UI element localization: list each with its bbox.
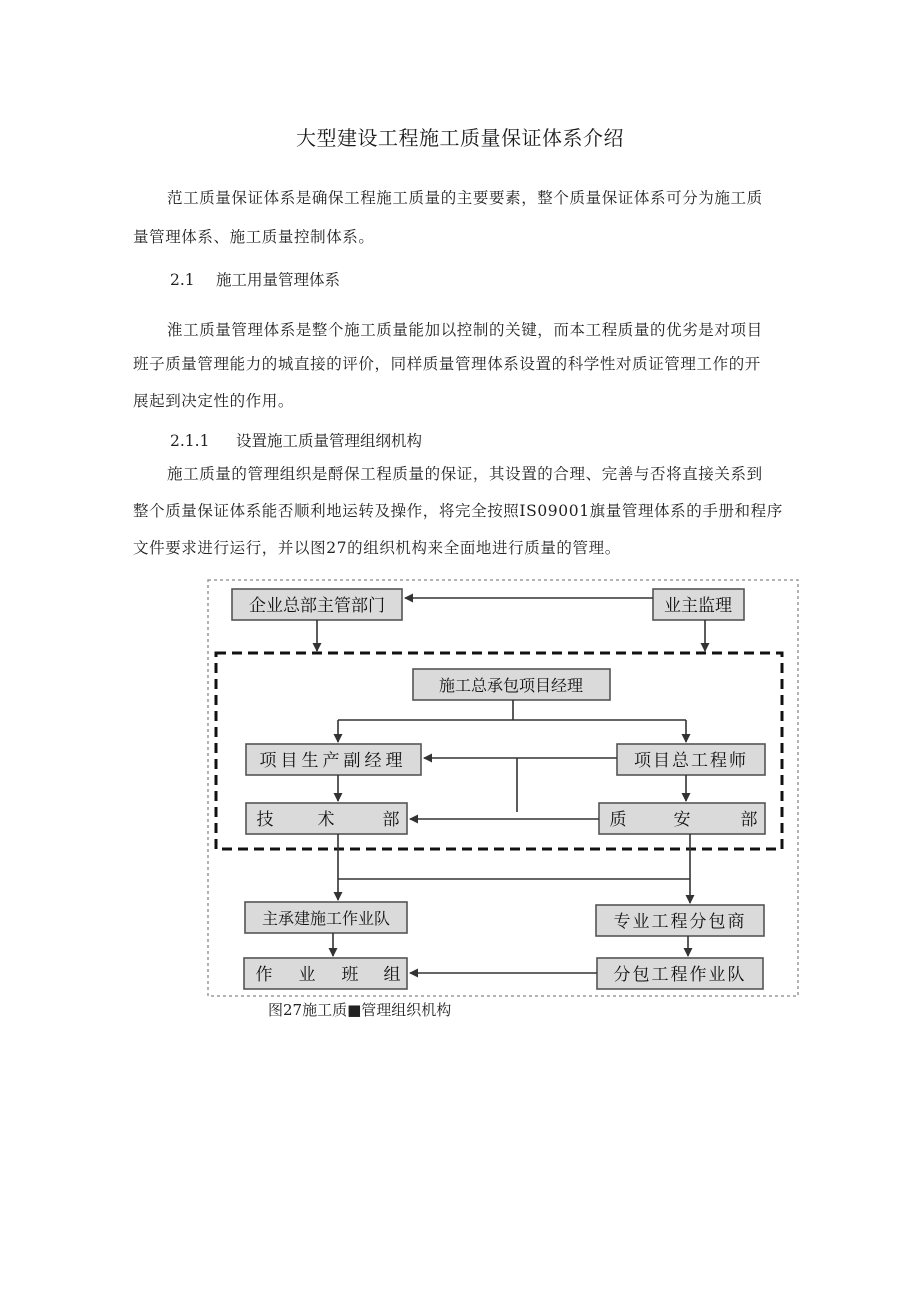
text-line: 文件要求进行运行，并以图27的组织机构来全面地进行质量的管理。: [133, 539, 621, 557]
node-sub-team: 分包工程作业队: [613, 965, 747, 985]
text-line: 量管理体系、施工质量控制体系。: [133, 228, 375, 246]
text-line: 范工质量保证体系是确保工程施工质量的主要要素，整个质量保证体系可分为施工质: [167, 189, 763, 207]
node-enterprise-hq: 企业总部主管部门: [249, 596, 385, 616]
section-number: 2.1.1: [170, 432, 210, 450]
node-quality-dept-char: 部: [740, 810, 758, 830]
text-line: 班子质量管理能力的城直接的评价，同样质量管理体系设置的科学性对质证管理工作的开: [133, 355, 761, 373]
node-work-group-char: 业: [298, 965, 316, 985]
figure-caption: 图27施工质■管理组织机构: [268, 1001, 452, 1019]
node-subcontractor: 专业工程分包商: [613, 912, 747, 932]
node-quality-dept-char: 安: [673, 810, 691, 830]
text-line: 展起到决定性的作用。: [133, 392, 295, 410]
text-line: 淮工质量管理体系是整个施工质量能加以控制的关键，而本工程质量的优劣是对项目: [167, 321, 763, 339]
section-heading-text: 施工用量管理体系: [216, 271, 341, 289]
text-line: 整个质量保证体系能否顺利地运转及操作，将完全按照IS09001旗量管理体系的手册和程序: [133, 502, 783, 520]
node-tech-dept-char: 术: [317, 810, 335, 830]
node-owner-supervision: 业主监理: [664, 596, 732, 616]
node-work-group-char: 组: [383, 965, 401, 985]
text-line: 施工质量的管理组织是酹保工程质量的保证，其设置的合理、完善与否将直接关系到: [167, 465, 763, 483]
node-general-pm: 施工总承包项目经理: [438, 676, 584, 695]
node-tech-dept-char: 技: [256, 810, 274, 830]
section-number: 2.1: [170, 271, 195, 289]
page-title: 大型建设工程施工质量保证体系介绍: [296, 126, 624, 150]
section-heading-text: 设置施工质量管理组纲机构: [236, 432, 423, 450]
node-work-group-char: 班: [341, 965, 359, 985]
node-main-team: 主承建施工作业队: [261, 909, 391, 928]
node-work-group-char: 作: [255, 965, 273, 985]
node-deputy-pm: 项目生产副经理: [259, 751, 407, 771]
node-tech-dept-char: 部: [382, 810, 400, 830]
node-chief-engineer: 项目总工程师: [634, 751, 748, 771]
node-quality-dept-char: 质: [609, 810, 627, 830]
